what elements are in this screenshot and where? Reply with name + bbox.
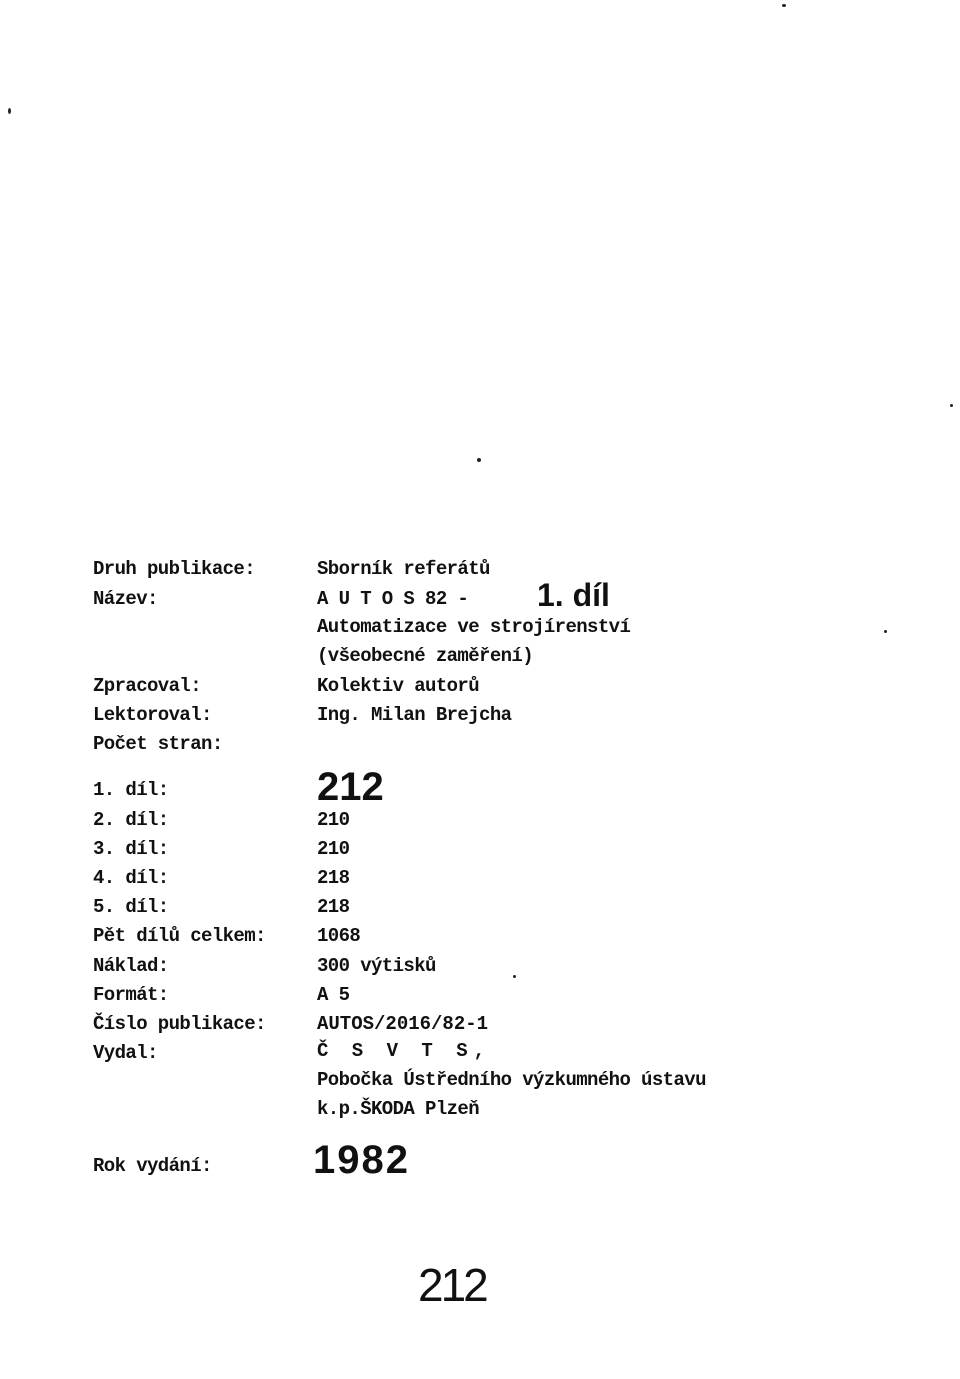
scan-speck (513, 975, 516, 978)
value-total-pages: 1068 (317, 925, 361, 947)
label-part-4: 4. díl: (93, 867, 169, 889)
scan-speck (477, 458, 481, 462)
value-publisher-line1: Č S V T S, (317, 1040, 492, 1062)
label-year: Rok vydání: (93, 1155, 212, 1177)
value-title-series: A U T O S 82 - (317, 588, 469, 610)
label-publisher: Vydal: (93, 1042, 158, 1064)
label-part-5: 5. díl: (93, 896, 169, 918)
label-part-3: 3. díl: (93, 838, 169, 860)
value-part-2: 210 (317, 809, 350, 831)
label-print-run: Náklad: (93, 955, 169, 977)
value-publisher-line3: k.p.ŠKODA Plzeň (317, 1098, 480, 1120)
value-publication-number: AUTOS/2016/82-1 (317, 1013, 489, 1035)
value-format: A 5 (317, 984, 350, 1006)
value-part-1: 212 (317, 765, 384, 809)
label-part-1: 1. díl: (93, 779, 169, 801)
value-part-4: 218 (317, 867, 350, 889)
scan-speck (950, 404, 953, 407)
label-total-pages: Pět dílů celkem: (93, 925, 266, 947)
label-part-2: 2. díl: (93, 809, 169, 831)
label-format: Formát: (93, 984, 169, 1006)
scan-speck (782, 4, 786, 7)
value-publisher-line2: Pobočka Ústředního výzkumného ústavu (317, 1069, 706, 1091)
page-number: 212 (418, 1259, 486, 1311)
label-publication-number: Číslo publikace: (93, 1013, 266, 1035)
value-title-line3: (všeobecné zaměření) (317, 645, 534, 667)
value-title-part: 1. díl (537, 577, 610, 613)
value-reviewed-by: Ing. Milan Brejcha (317, 704, 512, 726)
value-compiled-by: Kolektiv autorů (317, 675, 480, 697)
label-publication-type: Druh publikace: (93, 558, 256, 580)
value-publication-type: Sborník referátů (317, 558, 490, 580)
scan-speck (8, 108, 11, 114)
label-page-count: Počet stran: (93, 733, 223, 755)
value-part-3: 210 (317, 838, 350, 860)
value-part-5: 218 (317, 896, 350, 918)
value-print-run: 300 výtisků (317, 955, 436, 977)
scan-speck (884, 630, 887, 633)
label-reviewed-by: Lektoroval: (93, 704, 212, 726)
label-compiled-by: Zpracoval: (93, 675, 202, 697)
label-title: Název: (93, 588, 158, 610)
value-year: 1982 (313, 1138, 410, 1182)
value-title-line2: Automatizace ve strojírenství (317, 616, 631, 638)
